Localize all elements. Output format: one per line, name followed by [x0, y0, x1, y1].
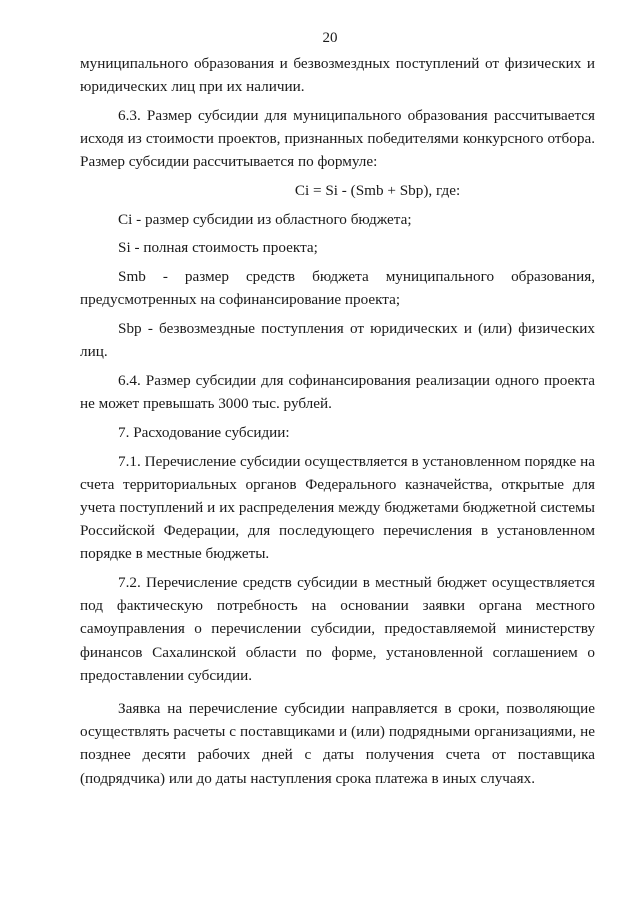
definition-si: Si - полная стоимость проекта; — [118, 239, 318, 257]
paragraph-6-4: 6.4. Размер субсидии для софинансирования реализации одного проекта не может превышать 3000 тыс. рублей. — [80, 371, 595, 413]
definition-sbp: Sbp - безвозмездные поступления от юридических и (или) физических лиц. — [80, 320, 595, 361]
subsidy-formula: Ci = Si - (Smb + Sbp), где: — [294, 182, 461, 200]
document-body — [80, 52, 595, 795]
paragraph-7-1: 7.1. Перечисление субсидии осуществляется в установленном порядке на счета территориальных органов Федерального казначейства, открытые для учета поступлений и их распределения между бюджетами бюджетной системы Российской Федерации, для последующего перечисления в установленном порядке в местные бюджеты. — [80, 452, 595, 563]
section-7-heading: 7. Расходование субсидии: — [118, 423, 290, 441]
definition-ci: Ci - размер субсидии из областного бюджета; — [118, 210, 412, 228]
paragraph-continuation: муниципального образования и безвозмездных поступлений от физических и юридических лиц при их наличии. — [80, 55, 595, 96]
paragraph-6-3: 6.3. Размер субсидии для муниципального образования рассчитывается исходя из стоимости проектов, признанных победителями конкурсного отбора. Размер субсидии рассчитывается по формуле: — [80, 106, 595, 171]
definition-smb: Smb - размер средств бюджета муниципального образования, предусмотренных на софинансирование проекта; — [80, 268, 595, 309]
page-number: 20 — [322, 30, 338, 46]
paragraph-request: Заявка на перечисление субсидии направляется в сроки, позволяющие осуществлять расчеты с поставщиками и (или) подрядными организациями, не позднее десяти рабочих дней с даты получения счета от поставщика (подрядчика) или до даты наступления срока платежа в иных случаях. — [80, 700, 595, 787]
paragraph-7-2: 7.2. Перечисление средств субсидии в местный бюджет осуществляется под фактическую потребность на основании заявки органа местного самоуправления о перечислении субсидии, предоставляемой министерству финансов Сахалинской области по форме, установленной соглашением о предоставлении субсидии. — [80, 574, 595, 684]
